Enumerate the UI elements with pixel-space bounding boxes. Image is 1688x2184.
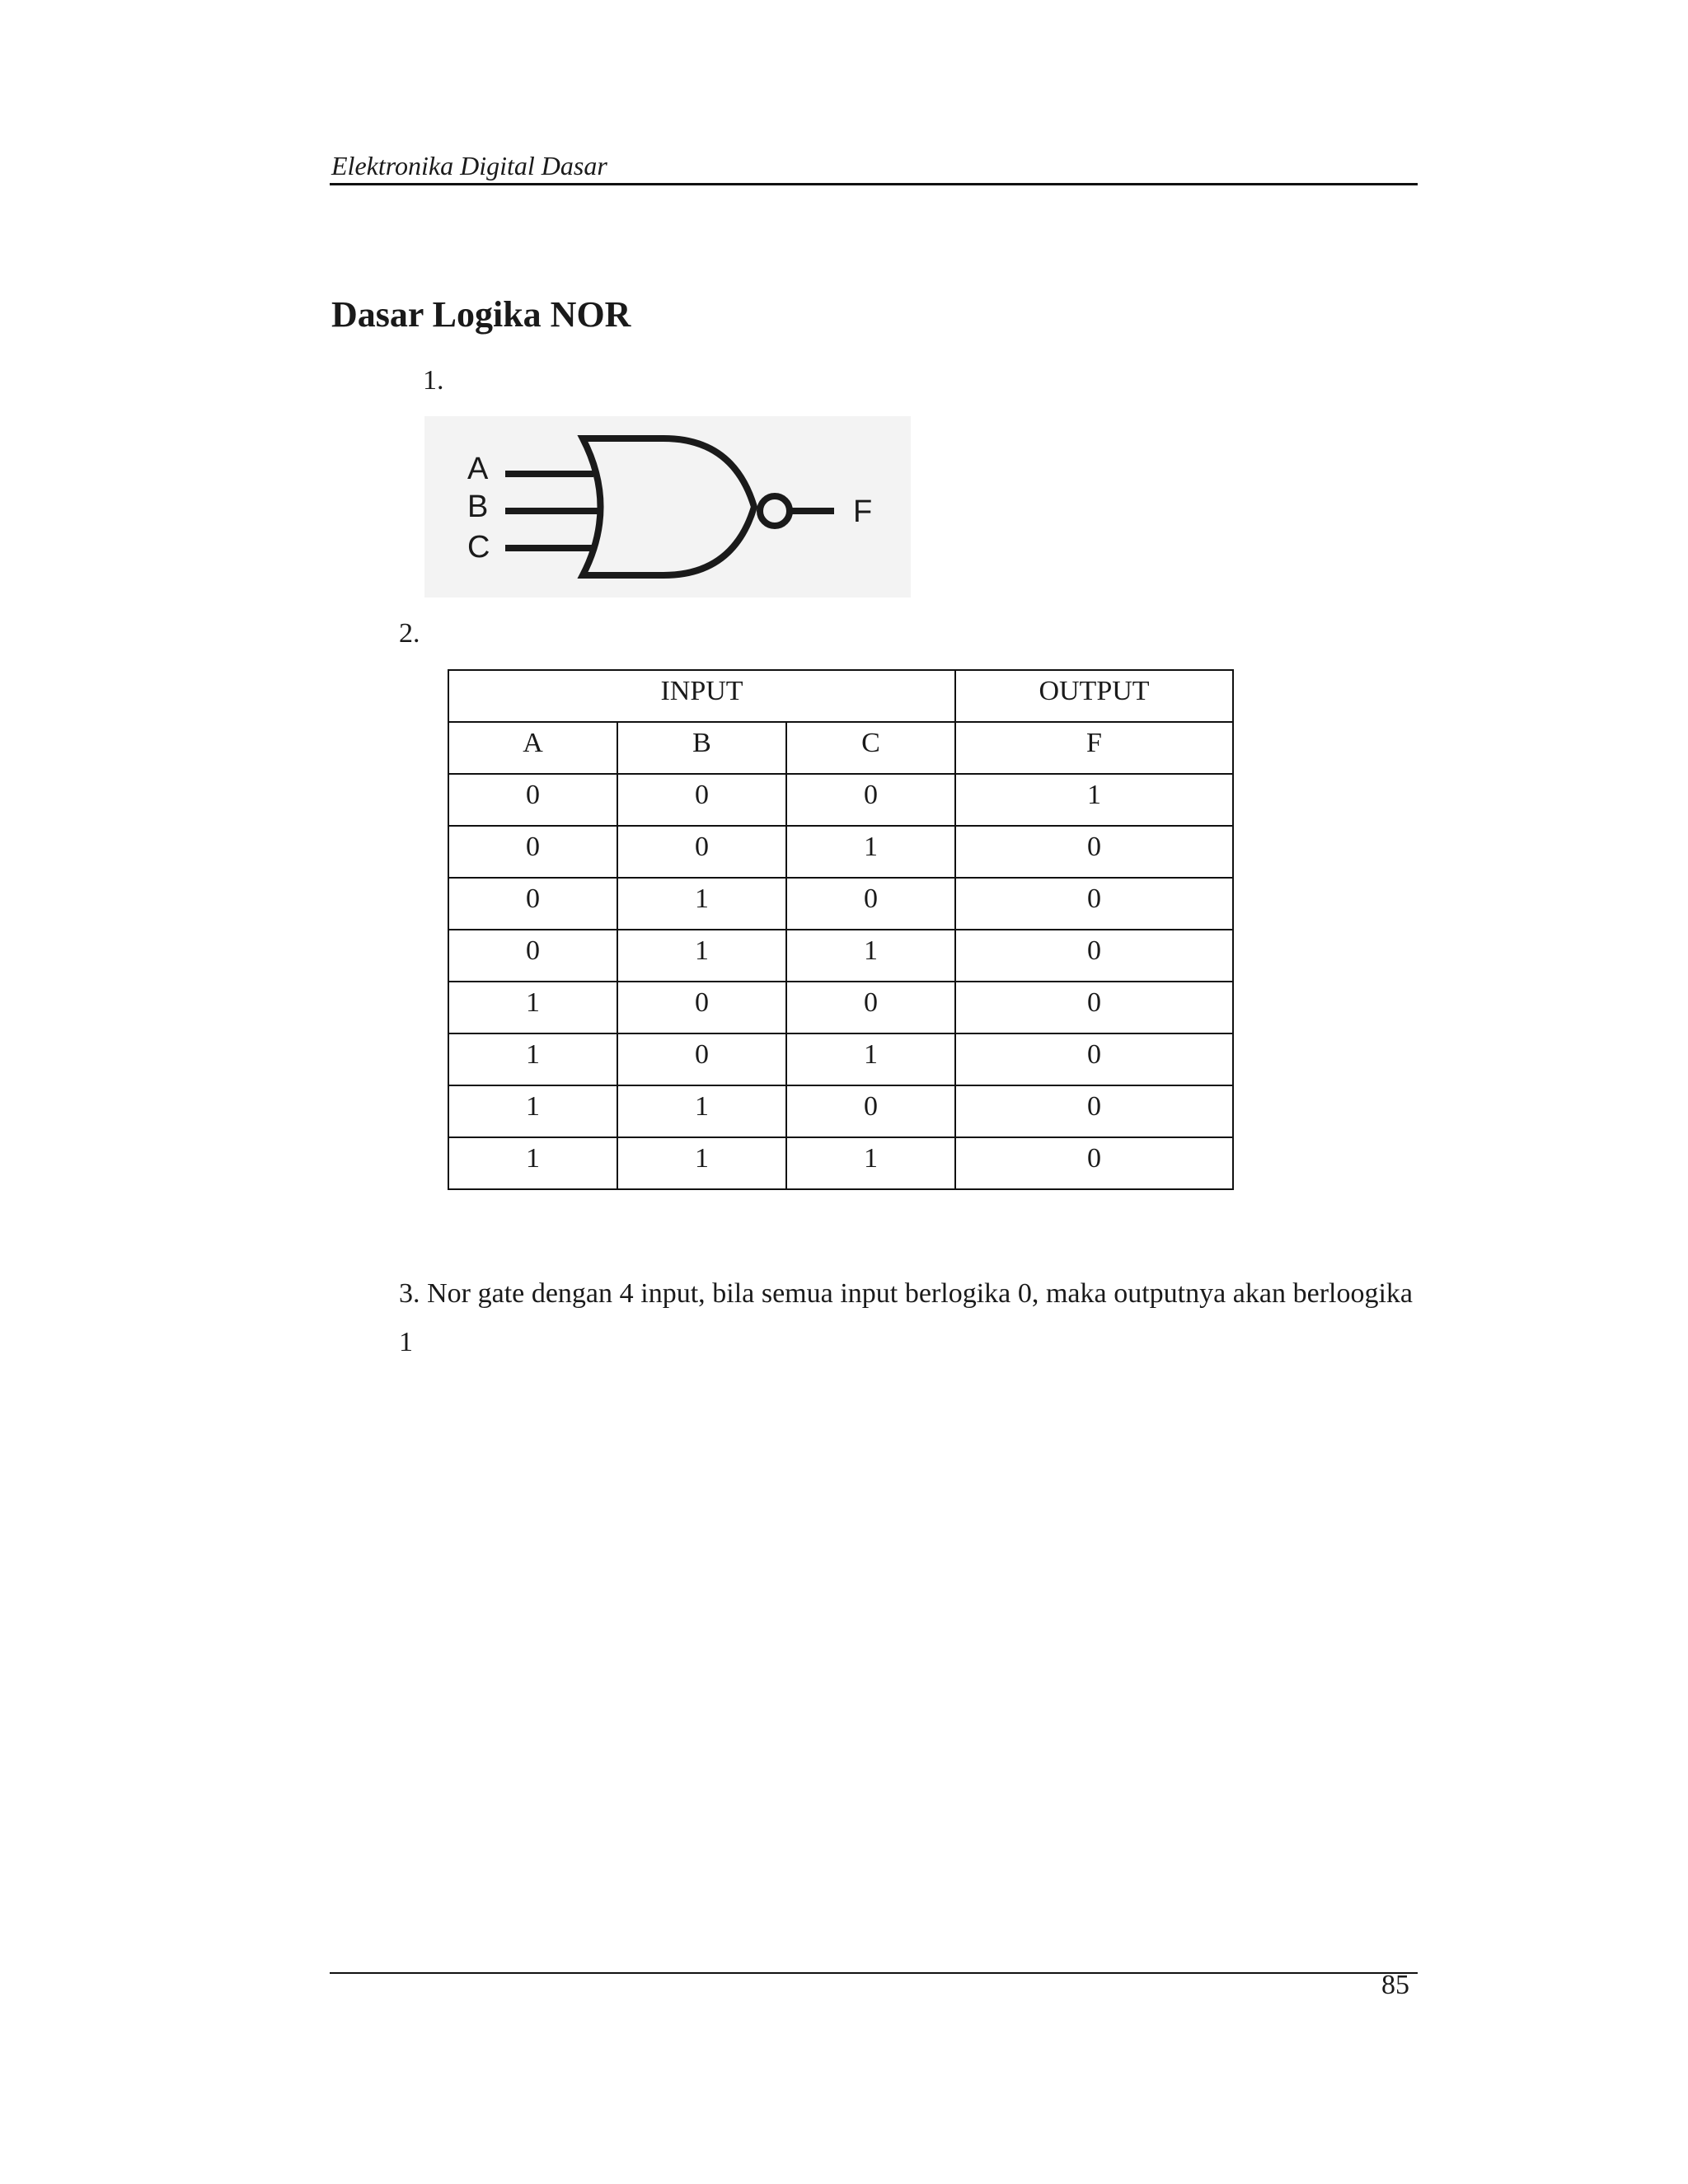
truth-table bbox=[448, 669, 1234, 1190]
header-rule bbox=[330, 183, 1418, 185]
cell-f: 0 bbox=[955, 1033, 1233, 1085]
cell-a: 0 bbox=[448, 930, 617, 982]
page-number: 85 bbox=[1381, 1970, 1409, 2000]
cell-b: 1 bbox=[617, 1085, 786, 1137]
cell-c: 0 bbox=[786, 982, 955, 1033]
cell-c: 0 bbox=[786, 878, 955, 930]
cell-b: 1 bbox=[617, 878, 786, 930]
cell-c: 0 bbox=[786, 774, 955, 826]
table-row bbox=[448, 878, 1233, 930]
table-row bbox=[448, 930, 1233, 982]
column-header-a: A bbox=[448, 722, 617, 774]
cell-c: 1 bbox=[786, 826, 955, 878]
cell-f: 0 bbox=[955, 982, 1233, 1033]
table-row bbox=[448, 1137, 1233, 1189]
cell-b: 0 bbox=[617, 1033, 786, 1085]
nor-gate-body bbox=[583, 438, 754, 575]
cell-f: 0 bbox=[955, 1137, 1233, 1189]
cell-a: 0 bbox=[448, 878, 617, 930]
inversion-bubble bbox=[760, 496, 790, 526]
cell-c: 1 bbox=[786, 930, 955, 982]
output-label-f: F bbox=[853, 494, 873, 529]
table-row bbox=[448, 1033, 1233, 1085]
column-header-b: B bbox=[617, 722, 786, 774]
cell-c: 1 bbox=[786, 1033, 955, 1085]
footer-rule bbox=[330, 1972, 1418, 1974]
output-group-header: OUTPUT bbox=[955, 670, 1233, 722]
input-label-a: A bbox=[467, 452, 489, 486]
cell-a: 1 bbox=[448, 1137, 617, 1189]
cell-a: 0 bbox=[448, 826, 617, 878]
cell-f: 0 bbox=[955, 930, 1233, 982]
table-row bbox=[448, 982, 1233, 1033]
cell-f: 0 bbox=[955, 1085, 1233, 1137]
cell-a: 1 bbox=[448, 1085, 617, 1137]
table-row bbox=[448, 1085, 1233, 1137]
group-header-row bbox=[448, 670, 1233, 722]
cell-c: 1 bbox=[786, 1137, 955, 1189]
cell-b: 1 bbox=[617, 1137, 786, 1189]
input-label-c: C bbox=[467, 530, 490, 565]
column-header-row bbox=[448, 722, 1233, 774]
answer-paragraph: 3. Nor gate dengan 4 input, bila semua input berlogika 0, maka outputnya akan berloogika 1 bbox=[399, 1278, 1413, 1357]
cell-a: 1 bbox=[448, 1033, 617, 1085]
cell-a: 1 bbox=[448, 982, 617, 1033]
cell-a: 0 bbox=[448, 774, 617, 826]
cell-b: 0 bbox=[617, 982, 786, 1033]
column-header-c: C bbox=[786, 722, 955, 774]
input-label-b: B bbox=[467, 490, 489, 524]
page-header-title: Elektronika Digital Dasar bbox=[331, 151, 607, 180]
cell-b: 0 bbox=[617, 774, 786, 826]
cell-f: 1 bbox=[955, 774, 1233, 826]
item-number-1: 1. bbox=[423, 365, 444, 396]
item-number-2: 2. bbox=[399, 618, 420, 649]
section-heading: Dasar Logika NOR bbox=[331, 294, 631, 335]
cell-f: 0 bbox=[955, 878, 1233, 930]
column-header-f: F bbox=[955, 722, 1233, 774]
cell-b: 1 bbox=[617, 930, 786, 982]
table-row bbox=[448, 826, 1233, 878]
cell-b: 0 bbox=[617, 826, 786, 878]
cell-c: 0 bbox=[786, 1085, 955, 1137]
table-row bbox=[448, 774, 1233, 826]
input-group-header: INPUT bbox=[448, 670, 955, 722]
cell-f: 0 bbox=[955, 826, 1233, 878]
nor-gate-diagram bbox=[424, 416, 911, 598]
